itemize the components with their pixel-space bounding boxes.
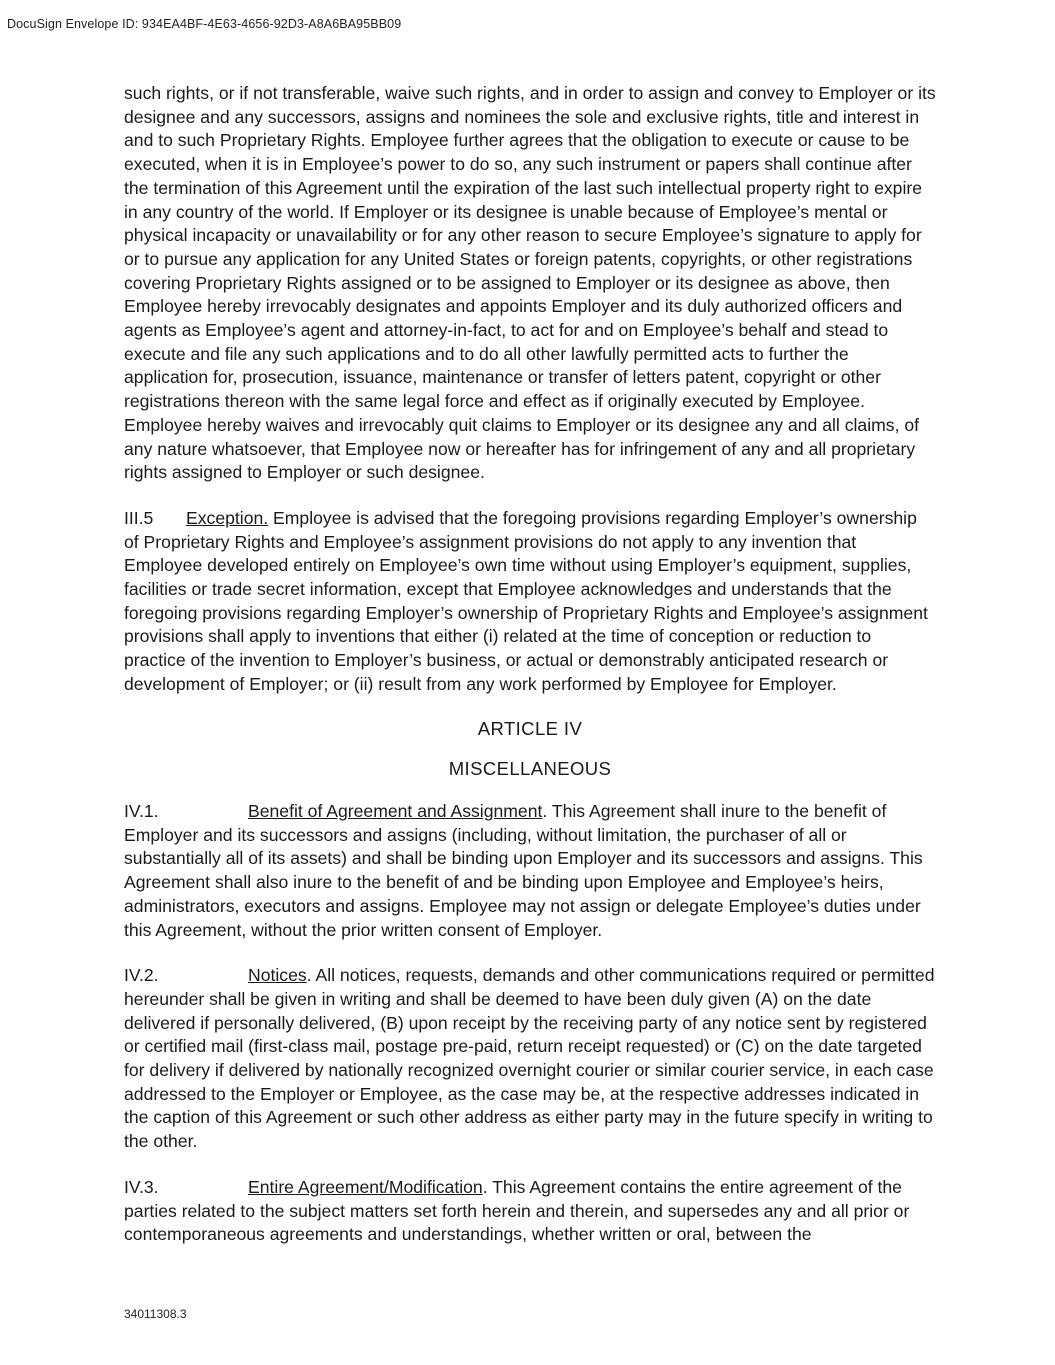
section-number: IV.2. (124, 965, 159, 986)
section-III-5-exception (124, 507, 936, 697)
document-body (124, 82, 936, 1269)
section-IV-1-benefit-of-agreement (124, 800, 936, 942)
section-title: Benefit of Agreement and Assignment (248, 800, 543, 821)
section-body: Employee is advised that the foregoing provisions regarding Employer’s ownership of Proprietary Rights and Employee’s assignment provisions do not apply to any invention that Employee developed entirely on Employee’s own time without using Employer’s equipment, supplies, facilities or trade secret information, except that Employee acknowledges and understands that the foregoing provisions regarding Employer’s ownership of Proprietary Rights and Employee’s assignment provisions shall apply to inventions that either (i) related at the time of conception or reduction to practice of the invention to Employer’s business, or actual or demonstrably anticipated research or development of Employer; or (ii) result from any work performed by Employee for Employer. (124, 507, 928, 694)
footer-document-number: 34011308.3 (124, 1307, 187, 1321)
paragraph-proprietary-rights-continuation: such rights, or if not transferable, waive such rights, and in order to assign and convey to Employer or its designee and any successors, assigns and nominees the sole and exclusive rights, title and interest in and to such Proprietary Rights. Employee further agrees that the obligation to execute or cause to be executed, when it is in Employee’s power to do so, any such instrument or papers shall continue after the termination of this Agreement until the expiration of the last such intellectual property right to expire in any country of the world. If Employer or its designee is unable because of Employee’s mental or physical incapacity or unavailability or for any other reason to secure Employee’s signature to apply for or to pursue any application for any United States or foreign patents, copyrights, or other registrations covering Proprietary Rights assigned or to be assigned to Employer or its designee as above, then Employee hereby irrevocably designates and appoints Employer and its duly authorized officers and agents as Employee’s agent and attorney-in-fact, to act for and on Employee’s behalf and stead to execute and file any such applications and to do all other lawfully permitted acts to further the application for, prosecution, issuance, maintenance or transfer of letters patent, copyright or other registrations thereon with the same legal force and effect as if originally executed by Employee. Employee hereby waives and irrevocably quit claims to Employer or its designee any and all claims, of any nature whatsoever, that Employee now or hereafter has for infringement of any and all proprietary rights assigned to Employer or such designee. (124, 83, 936, 483)
article-heading: ARTICLE IV (477, 717, 583, 739)
section-body: . This Agreement shall inure to the benefit of Employer and its successors and assigns (including, without limitation, the purchaser of all or substantially all of its assets) and shall be binding upon Employer and its successors and assigns. This Agreement shall also inure to the benefit of and be binding upon Employee and Employee’s heirs, administrators, executors and assigns. Employee may not assign or delegate Employee’s duties under this Agreement, without the prior written consent of Employer. (124, 800, 923, 940)
section-number: III.5 (124, 507, 154, 528)
section-number: IV.1. (124, 800, 159, 821)
section-title: Exception. (186, 507, 269, 528)
section-body: . All notices, requests, demands and other communications required or permitted hereunder shall be given in writing and shall be deemed to have been duly given (A) on the date delivered if personally delivered, (B) upon receipt by the receiving party of any notice sent by registered or certified mail (first-class mail, postage pre-paid, return receipt requested) or (C) on the date targeted for delivery if delivered by nationally recognized overnight courier or similar courier service, in each case addressed to the Employer or Employee, as the case may be, at the respective addresses indicated in the caption of this Agreement or such other address as either party may in the future specify in writing to the other. (124, 965, 935, 1152)
section-body: . This Agreement contains the entire agreement of the parties related to the subject matters set forth herein and therein, and supersedes any and all prior or contemporaneous agreements and understandings, whether written or oral, between the (124, 1176, 910, 1245)
docusign-envelope-id: DocuSign Envelope ID: 934EA4BF-4E63-4656-92D3-A8A6BA95BB09 (7, 17, 402, 31)
section-IV-2-notices (124, 964, 936, 1154)
section-IV-3-entire-agreement (124, 1176, 936, 1247)
section-title: Entire Agreement/Modification (248, 1176, 483, 1197)
article-title: MISCELLANEOUS (448, 758, 612, 780)
section-number: IV.3. (124, 1176, 159, 1197)
section-title: Notices (248, 965, 307, 986)
